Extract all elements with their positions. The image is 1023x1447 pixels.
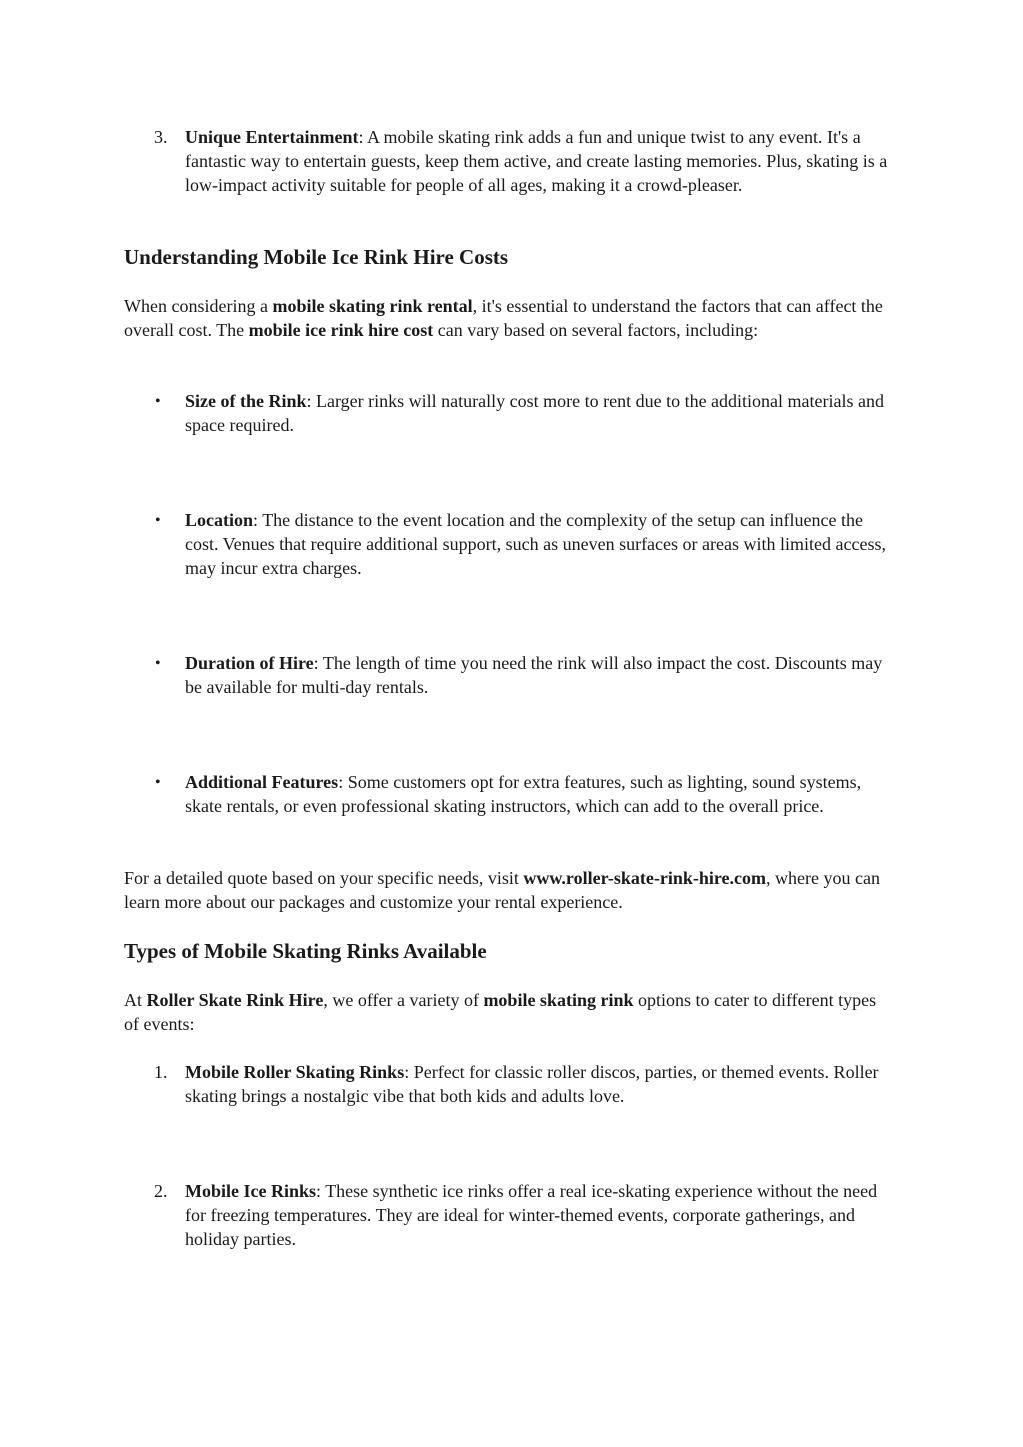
bullet-icon: •	[155, 774, 161, 791]
factor-item-location	[185, 508, 900, 580]
factor-item-size	[185, 389, 900, 437]
list-item-title: Unique Entertainment	[185, 127, 359, 147]
factor-text: : Larger rinks will naturally cost more to rent due to the additional materials and space required.	[185, 391, 885, 435]
factor-title: Size of the Rink	[185, 391, 307, 411]
factor-title: Additional Features	[185, 772, 339, 792]
text-run: , where you can learn more about our packages and customize your rental experience.	[124, 868, 880, 912]
text-run: When considering a	[124, 296, 273, 316]
section-heading-costs: Understanding Mobile Ice Rink Hire Costs	[124, 245, 509, 269]
costs-intro-paragraph	[124, 294, 894, 342]
type-item-roller	[185, 1060, 900, 1108]
text-run: options to cater to different types of events:	[124, 990, 877, 1034]
list-item-unique-entertainment	[185, 125, 900, 197]
types-intro-paragraph	[124, 988, 894, 1036]
text-run: , it's essential to understand the factors that can affect the overall cost. The	[124, 296, 883, 340]
text-run: At	[124, 990, 147, 1010]
bullet-icon: •	[155, 393, 161, 410]
quote-paragraph	[124, 866, 894, 914]
factor-text: : Some customers opt for extra features, such as lighting, sound systems, skate rentals, or even professional skating instructors, which can add to the overall price.	[185, 772, 862, 816]
factor-title: Location	[185, 510, 254, 530]
website-link[interactable]: www.roller-skate-rink-hire.com	[523, 868, 767, 888]
bold-term: Roller Skate Rink Hire	[146, 990, 324, 1010]
type-text: : Perfect for classic roller discos, parties, or themed events. Roller skating brings a nostalgic vibe that both kids and adults love.	[185, 1062, 879, 1106]
bullet-icon: •	[155, 512, 161, 529]
bold-term: mobile skating rink rental	[272, 296, 473, 316]
list-number: 1.	[154, 1062, 168, 1082]
type-title: Mobile Ice Rinks	[185, 1181, 317, 1201]
type-item-ice	[185, 1179, 900, 1251]
list-item-text: : A mobile skating rink adds a fun and unique twist to any event. It's a fantastic way to entertain guests, keep them active, and create lasting memories. Plus, skating is a low-impact activity suitable for people of all ages, making it a crowd-pleaser.	[185, 127, 888, 195]
factor-text: : The length of time you need the rink will also impact the cost. Discounts may be available for multi-day rentals.	[185, 653, 883, 697]
factor-text: : The distance to the event location and the complexity of the setup can influence the cost. Venues that require additional support, such as uneven surfaces or areas with limited access, may incur extra charges.	[185, 510, 886, 578]
bold-term: mobile skating rink	[483, 990, 634, 1010]
type-text: : These synthetic ice rinks offer a real ice-skating experience without the need for freezing temperatures. They are ideal for winter-themed events, corporate gatherings, and holiday parties.	[185, 1181, 878, 1249]
list-number: 3.	[154, 127, 168, 147]
text-run: can vary based on several factors, including:	[433, 320, 759, 340]
factor-item-features	[185, 770, 900, 818]
section-heading-types: Types of Mobile Skating Rinks Available	[124, 939, 487, 963]
bullet-icon: •	[155, 655, 161, 672]
text-run: For a detailed quote based on your specific needs, visit	[124, 868, 524, 888]
factor-title: Duration of Hire	[185, 653, 314, 673]
bold-term: mobile ice rink hire cost	[248, 320, 434, 340]
text-run: , we offer a variety of	[323, 990, 484, 1010]
type-title: Mobile Roller Skating Rinks	[185, 1062, 405, 1082]
list-number: 2.	[154, 1181, 168, 1201]
factor-item-duration	[185, 651, 900, 699]
